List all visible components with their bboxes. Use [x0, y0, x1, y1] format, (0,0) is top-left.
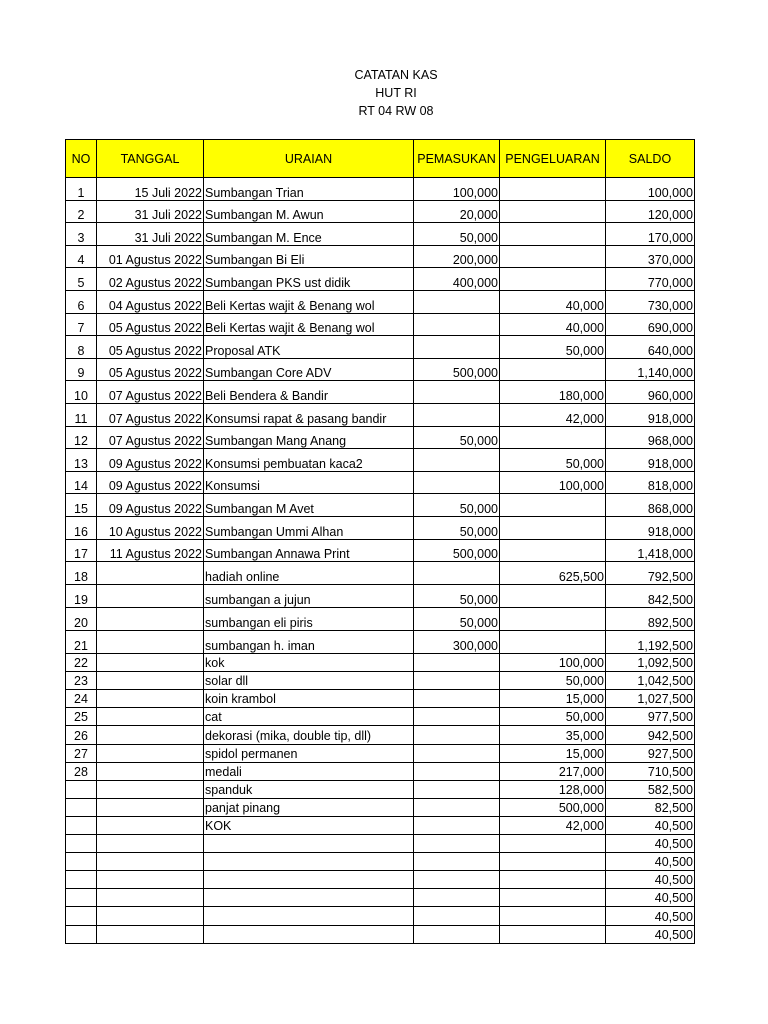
- cell-tanggal: 04 Agustus 2022: [97, 290, 204, 313]
- table-row: [66, 762, 695, 780]
- cell-pengeluaran: [500, 539, 606, 562]
- cell-pengeluaran: 500,000: [500, 798, 606, 816]
- cell-uraian: [204, 853, 414, 871]
- cell-pemasukan: [414, 762, 500, 780]
- table-row: [66, 178, 695, 201]
- cell-saldo: 690,000: [606, 313, 695, 336]
- cell-pengeluaran: [500, 426, 606, 449]
- cell-pengeluaran: [500, 268, 606, 291]
- cell-pengeluaran: [500, 835, 606, 853]
- table-row: [66, 871, 695, 889]
- table-row: [66, 907, 695, 925]
- cell-tanggal: 05 Agustus 2022: [97, 358, 204, 381]
- cell-no: 9: [66, 358, 97, 381]
- cell-pemasukan: [414, 290, 500, 313]
- table-row: [66, 690, 695, 708]
- col-header-tanggal: TANGGAL: [97, 140, 204, 178]
- cell-no: [66, 853, 97, 871]
- cell-saldo: 942,500: [606, 726, 695, 744]
- cell-pemasukan: 50,000: [414, 494, 500, 517]
- cell-pengeluaran: [500, 585, 606, 608]
- cell-uraian: spanduk: [204, 780, 414, 798]
- cash-ledger-table: [65, 139, 695, 944]
- cell-pengeluaran: [500, 245, 606, 268]
- cell-uraian: spidol permanen: [204, 744, 414, 762]
- table-row: [66, 726, 695, 744]
- cell-no: 23: [66, 672, 97, 690]
- cell-no: 22: [66, 654, 97, 672]
- table-row: [66, 889, 695, 907]
- cell-saldo: 640,000: [606, 336, 695, 359]
- cell-pengeluaran: 42,000: [500, 403, 606, 426]
- cell-saldo: 892,500: [606, 608, 695, 631]
- cell-no: 13: [66, 449, 97, 472]
- cell-no: [66, 889, 97, 907]
- cell-pemasukan: [414, 403, 500, 426]
- cell-tanggal: [97, 889, 204, 907]
- cell-tanggal: 07 Agustus 2022: [97, 403, 204, 426]
- table-row: [66, 708, 695, 726]
- cell-saldo: 1,042,500: [606, 672, 695, 690]
- cell-pengeluaran: [500, 358, 606, 381]
- cell-saldo: 710,500: [606, 762, 695, 780]
- cell-pengeluaran: 50,000: [500, 336, 606, 359]
- cell-pengeluaran: 35,000: [500, 726, 606, 744]
- cell-tanggal: [97, 780, 204, 798]
- cell-tanggal: [97, 631, 204, 654]
- cell-uraian: hadiah online: [204, 562, 414, 585]
- cell-saldo: 100,000: [606, 178, 695, 201]
- cell-pengeluaran: [500, 889, 606, 907]
- cell-uraian: Beli Kertas wajit & Benang wol: [204, 290, 414, 313]
- cell-tanggal: 02 Agustus 2022: [97, 268, 204, 291]
- cell-pengeluaran: [500, 494, 606, 517]
- cell-saldo: 1,140,000: [606, 358, 695, 381]
- cell-pemasukan: [414, 313, 500, 336]
- cell-pengeluaran: 50,000: [500, 672, 606, 690]
- cell-uraian: medali: [204, 762, 414, 780]
- cell-pemasukan: [414, 708, 500, 726]
- cell-uraian: dekorasi (mika, double tip, dll): [204, 726, 414, 744]
- cell-tanggal: [97, 672, 204, 690]
- table-row: [66, 200, 695, 223]
- cell-uraian: koin krambol: [204, 690, 414, 708]
- cell-no: 7: [66, 313, 97, 336]
- cell-pengeluaran: 50,000: [500, 708, 606, 726]
- cell-tanggal: [97, 853, 204, 871]
- cell-tanggal: [97, 690, 204, 708]
- cell-no: 17: [66, 539, 97, 562]
- cell-pengeluaran: [500, 871, 606, 889]
- cell-no: 8: [66, 336, 97, 359]
- cell-no: 16: [66, 516, 97, 539]
- cell-pengeluaran: [500, 631, 606, 654]
- table-row: [66, 539, 695, 562]
- cell-pengeluaran: [500, 200, 606, 223]
- cell-tanggal: [97, 762, 204, 780]
- cell-tanggal: [97, 798, 204, 816]
- cell-tanggal: [97, 608, 204, 631]
- cell-no: [66, 835, 97, 853]
- cell-pemasukan: 500,000: [414, 539, 500, 562]
- table-row: [66, 585, 695, 608]
- cell-no: [66, 907, 97, 925]
- cell-uraian: Sumbangan PKS ust didik: [204, 268, 414, 291]
- cell-saldo: 968,000: [606, 426, 695, 449]
- cell-tanggal: 15 Juli 2022: [97, 178, 204, 201]
- cell-uraian: Sumbangan M. Ence: [204, 223, 414, 246]
- cell-saldo: 792,500: [606, 562, 695, 585]
- cell-saldo: 977,500: [606, 708, 695, 726]
- cell-uraian: Proposal ATK: [204, 336, 414, 359]
- col-header-saldo: SALDO: [606, 140, 695, 178]
- title-line-1: CATATAN KAS: [354, 68, 438, 82]
- cell-tanggal: 09 Agustus 2022: [97, 494, 204, 517]
- cell-saldo: 40,500: [606, 835, 695, 853]
- cell-pengeluaran: 180,000: [500, 381, 606, 404]
- cell-pengeluaran: 100,000: [500, 471, 606, 494]
- cell-saldo: 927,500: [606, 744, 695, 762]
- cell-saldo: 370,000: [606, 245, 695, 268]
- cell-tanggal: 05 Agustus 2022: [97, 313, 204, 336]
- cell-tanggal: 10 Agustus 2022: [97, 516, 204, 539]
- cell-pemasukan: [414, 381, 500, 404]
- table-row: [66, 494, 695, 517]
- cell-no: 19: [66, 585, 97, 608]
- cell-saldo: 82,500: [606, 798, 695, 816]
- cell-uraian: Sumbangan Annawa Print: [204, 539, 414, 562]
- cell-pemasukan: 300,000: [414, 631, 500, 654]
- cell-tanggal: [97, 907, 204, 925]
- table-row: [66, 358, 695, 381]
- cell-uraian: Sumbangan M. Awun: [204, 200, 414, 223]
- cell-pemasukan: [414, 690, 500, 708]
- table-row: [66, 336, 695, 359]
- cell-no: 14: [66, 471, 97, 494]
- cell-tanggal: 09 Agustus 2022: [97, 471, 204, 494]
- table-row: [66, 744, 695, 762]
- cell-tanggal: 31 Juli 2022: [97, 223, 204, 246]
- table-row: [66, 403, 695, 426]
- col-header-pengeluaran: PENGELUARAN: [500, 140, 606, 178]
- title-line-3: RT 04 RW 08: [358, 104, 434, 118]
- cell-uraian: Sumbangan Trian: [204, 178, 414, 201]
- table-row: [66, 313, 695, 336]
- cell-uraian: Sumbangan Core ADV: [204, 358, 414, 381]
- cell-tanggal: 09 Agustus 2022: [97, 449, 204, 472]
- cell-saldo: 770,000: [606, 268, 695, 291]
- cell-pengeluaran: 128,000: [500, 780, 606, 798]
- cell-no: [66, 816, 97, 834]
- cell-no: [66, 925, 97, 943]
- cell-saldo: 842,500: [606, 585, 695, 608]
- cell-saldo: 918,000: [606, 516, 695, 539]
- cell-saldo: 582,500: [606, 780, 695, 798]
- cell-saldo: 40,500: [606, 907, 695, 925]
- cell-pengeluaran: [500, 223, 606, 246]
- cell-saldo: 818,000: [606, 471, 695, 494]
- cell-tanggal: [97, 835, 204, 853]
- cell-uraian: Konsumsi: [204, 471, 414, 494]
- cell-pemasukan: [414, 780, 500, 798]
- cell-tanggal: [97, 708, 204, 726]
- cell-saldo: 40,500: [606, 925, 695, 943]
- cell-pemasukan: 50,000: [414, 585, 500, 608]
- cell-pengeluaran: [500, 178, 606, 201]
- cell-pengeluaran: 42,000: [500, 816, 606, 834]
- cell-no: 6: [66, 290, 97, 313]
- cell-pemasukan: [414, 798, 500, 816]
- cell-saldo: 1,418,000: [606, 539, 695, 562]
- cell-tanggal: 11 Agustus 2022: [97, 539, 204, 562]
- cell-uraian: [204, 835, 414, 853]
- cell-pengeluaran: [500, 608, 606, 631]
- cell-saldo: 918,000: [606, 449, 695, 472]
- ledger-body: [66, 178, 695, 944]
- cell-pemasukan: [414, 726, 500, 744]
- table-row: [66, 835, 695, 853]
- cell-saldo: 1,192,500: [606, 631, 695, 654]
- cell-pengeluaran: [500, 925, 606, 943]
- cell-no: 12: [66, 426, 97, 449]
- cell-uraian: Sumbangan M Avet: [204, 494, 414, 517]
- cell-no: 15: [66, 494, 97, 517]
- table-row: [66, 245, 695, 268]
- table-row: [66, 798, 695, 816]
- cell-pemasukan: 400,000: [414, 268, 500, 291]
- cell-uraian: sumbangan h. iman: [204, 631, 414, 654]
- cell-no: 4: [66, 245, 97, 268]
- cell-tanggal: 05 Agustus 2022: [97, 336, 204, 359]
- cell-saldo: 918,000: [606, 403, 695, 426]
- cell-tanggal: 07 Agustus 2022: [97, 426, 204, 449]
- cell-pengeluaran: 50,000: [500, 449, 606, 472]
- cell-pemasukan: 20,000: [414, 200, 500, 223]
- cell-no: 21: [66, 631, 97, 654]
- cell-pemasukan: 100,000: [414, 178, 500, 201]
- cell-no: 25: [66, 708, 97, 726]
- cell-uraian: sumbangan eli piris: [204, 608, 414, 631]
- cell-no: 5: [66, 268, 97, 291]
- table-row: [66, 449, 695, 472]
- table-row: [66, 853, 695, 871]
- cell-tanggal: [97, 726, 204, 744]
- cell-tanggal: [97, 562, 204, 585]
- cell-uraian: Konsumsi pembuatan kaca2: [204, 449, 414, 472]
- cell-uraian: Sumbangan Ummi Alhan: [204, 516, 414, 539]
- cell-pemasukan: [414, 907, 500, 925]
- table-row: [66, 608, 695, 631]
- cell-uraian: Beli Bendera & Bandir: [204, 381, 414, 404]
- cell-uraian: [204, 889, 414, 907]
- cell-no: 26: [66, 726, 97, 744]
- cell-pemasukan: [414, 889, 500, 907]
- table-row: [66, 631, 695, 654]
- cell-pengeluaran: 625,500: [500, 562, 606, 585]
- cell-pemasukan: [414, 672, 500, 690]
- cell-uraian: Sumbangan Mang Anang: [204, 426, 414, 449]
- title-line-2: HUT RI: [375, 86, 417, 100]
- document-title: [0, 66, 768, 120]
- cell-no: 2: [66, 200, 97, 223]
- cell-no: 3: [66, 223, 97, 246]
- cell-uraian: Beli Kertas wajit & Benang wol: [204, 313, 414, 336]
- table-row: [66, 223, 695, 246]
- cell-pemasukan: [414, 853, 500, 871]
- cell-pengeluaran: 40,000: [500, 290, 606, 313]
- cell-saldo: 40,500: [606, 816, 695, 834]
- cell-no: 10: [66, 381, 97, 404]
- cell-uraian: [204, 871, 414, 889]
- cell-pemasukan: [414, 816, 500, 834]
- cell-pemasukan: 50,000: [414, 426, 500, 449]
- col-header-pemasukan: PEMASUKAN: [414, 140, 500, 178]
- cell-saldo: 40,500: [606, 853, 695, 871]
- cell-no: 24: [66, 690, 97, 708]
- cell-no: [66, 780, 97, 798]
- cell-pengeluaran: 100,000: [500, 654, 606, 672]
- header-row: [66, 140, 695, 178]
- cell-pemasukan: [414, 562, 500, 585]
- cell-tanggal: [97, 871, 204, 889]
- cell-no: 1: [66, 178, 97, 201]
- col-header-no: NO: [66, 140, 97, 178]
- cell-tanggal: [97, 585, 204, 608]
- cell-no: 27: [66, 744, 97, 762]
- cell-saldo: 120,000: [606, 200, 695, 223]
- cell-saldo: 730,000: [606, 290, 695, 313]
- cell-uraian: panjat pinang: [204, 798, 414, 816]
- cell-pengeluaran: 217,000: [500, 762, 606, 780]
- cell-saldo: 40,500: [606, 889, 695, 907]
- cell-pemasukan: 200,000: [414, 245, 500, 268]
- cell-pemasukan: [414, 744, 500, 762]
- cell-pemasukan: [414, 471, 500, 494]
- cell-saldo: 868,000: [606, 494, 695, 517]
- cell-uraian: sumbangan a jujun: [204, 585, 414, 608]
- cell-pengeluaran: 40,000: [500, 313, 606, 336]
- cell-uraian: Konsumsi rapat & pasang bandir: [204, 403, 414, 426]
- cell-tanggal: [97, 654, 204, 672]
- cell-pengeluaran: 15,000: [500, 744, 606, 762]
- cell-pemasukan: 500,000: [414, 358, 500, 381]
- cell-pemasukan: 50,000: [414, 608, 500, 631]
- cell-no: 18: [66, 562, 97, 585]
- cell-pemasukan: 50,000: [414, 223, 500, 246]
- cell-pemasukan: [414, 871, 500, 889]
- cell-pengeluaran: [500, 516, 606, 539]
- cell-pemasukan: 50,000: [414, 516, 500, 539]
- cell-pemasukan: [414, 336, 500, 359]
- cell-uraian: [204, 907, 414, 925]
- cell-saldo: 1,027,500: [606, 690, 695, 708]
- cell-tanggal: [97, 925, 204, 943]
- cell-no: 28: [66, 762, 97, 780]
- cell-uraian: KOK: [204, 816, 414, 834]
- table-row: [66, 562, 695, 585]
- cell-no: [66, 871, 97, 889]
- cell-saldo: 1,092,500: [606, 654, 695, 672]
- cell-tanggal: 01 Agustus 2022: [97, 245, 204, 268]
- cell-pemasukan: [414, 449, 500, 472]
- table-row: [66, 672, 695, 690]
- cell-no: [66, 798, 97, 816]
- table-row: [66, 471, 695, 494]
- cell-pengeluaran: [500, 907, 606, 925]
- cell-uraian: kok: [204, 654, 414, 672]
- cell-uraian: [204, 925, 414, 943]
- table-row: [66, 426, 695, 449]
- table-row: [66, 268, 695, 291]
- table-row: [66, 925, 695, 943]
- col-header-uraian: URAIAN: [204, 140, 414, 178]
- table-row: [66, 516, 695, 539]
- cell-saldo: 40,500: [606, 871, 695, 889]
- cell-pemasukan: [414, 654, 500, 672]
- cell-tanggal: [97, 744, 204, 762]
- cell-saldo: 170,000: [606, 223, 695, 246]
- cell-pengeluaran: [500, 853, 606, 871]
- cell-no: 20: [66, 608, 97, 631]
- cell-saldo: 960,000: [606, 381, 695, 404]
- table-row: [66, 816, 695, 834]
- cell-uraian: cat: [204, 708, 414, 726]
- cell-tanggal: 07 Agustus 2022: [97, 381, 204, 404]
- cell-pemasukan: [414, 925, 500, 943]
- cell-tanggal: [97, 816, 204, 834]
- table-row: [66, 654, 695, 672]
- cell-no: 11: [66, 403, 97, 426]
- table-row: [66, 290, 695, 313]
- table-row: [66, 780, 695, 798]
- cell-tanggal: 31 Juli 2022: [97, 200, 204, 223]
- table-row: [66, 381, 695, 404]
- cell-uraian: solar dll: [204, 672, 414, 690]
- cell-uraian: Sumbangan Bi Eli: [204, 245, 414, 268]
- cell-pengeluaran: 15,000: [500, 690, 606, 708]
- cell-pemasukan: [414, 835, 500, 853]
